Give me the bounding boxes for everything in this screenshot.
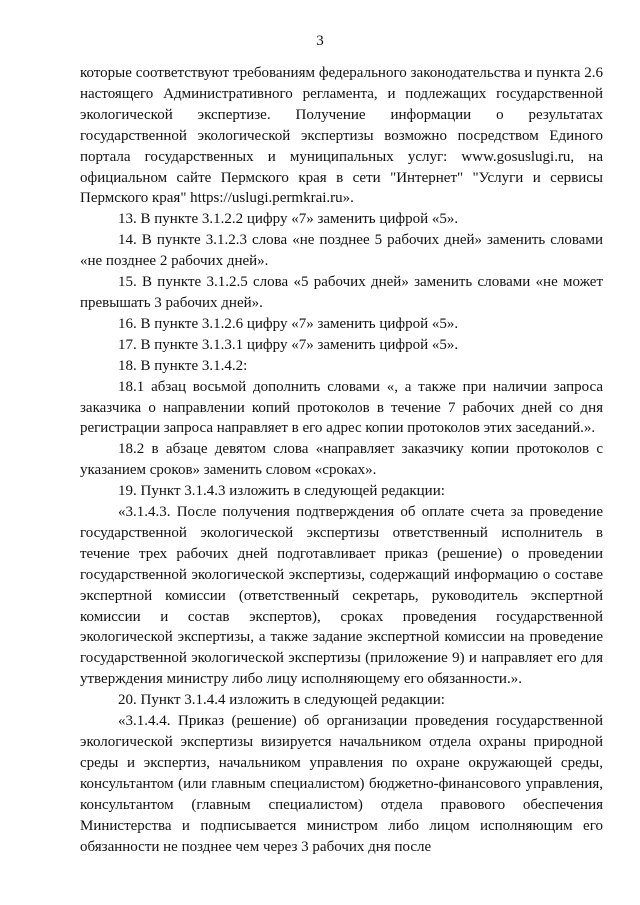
paragraph: 19. Пункт 3.1.4.3 изложить в следующей редакции: — [118, 483, 445, 500]
page-number: 3 — [316, 33, 324, 49]
paragraph: 13. В пункте 3.1.2.2 цифру «7» заменить цифрой «5». — [118, 211, 459, 228]
paragraph: 14. В пункте 3.1.2.3 слова «не позднее 5 рабочих дней» заменить словами «не позднее 2 рабочих дней». — [80, 232, 603, 270]
paragraph: которые соответствуют требованиям федерального законодательства и пункта 2.6 настоящего Административного регламента, и подлежащих государственной экологической экспертизе. Получение информации о результатах государственной экологической экспертизы возможно посредством Единого портала государственных и муниципальных услуг: www.gosuslugi.ru, на официальном сайте Пермского края в сети "Интернет" "Услуги и сервисы Пермского края" https://uslugi.permkrai.ru». — [80, 65, 603, 207]
paragraph: 17. В пункте 3.1.3.1 цифру «7» заменить цифрой «5». — [118, 336, 459, 353]
paragraph: 18.1 абзац восьмой дополнить словами «, а также при наличии запроса заказчика о направлении копий протоколов в течение 7 рабочих дней со дня регистрации запроса направляет в его адрес копии протоколов этих заседаний.». — [80, 378, 603, 437]
document-body — [80, 63, 603, 857]
paragraph: 20. Пункт 3.1.4.4 изложить в следующей редакции: — [118, 692, 445, 709]
paragraph: 18.2 в абзаце девятом слова «направляет заказчику копии протоколов с указанием сроков» заменить словом «сроках». — [80, 441, 603, 479]
paragraph: «3.1.4.4. Приказ (решение) об организации проведения государственной экологической экспертизы визируется начальником отдела охраны природной среды и экспертиз, начальником управления по охране окружающей среды, консультантом (или главным специалистом) бюджетно-финансового управления, консультантом (главным специалистом) отдела правового обеспечения Министерства и подписывается министром либо лицом исполняющим его обязанности не позднее чем через 3 рабочих дня после — [80, 713, 603, 855]
paragraph: «3.1.4.3. После получения подтверждения об оплате счета за проведение государственной экологической экспертизы ответственный исполнитель в течение трех рабочих дней подготавливает приказ (решение) о проведении государственной экологической экспертизы, содержащий информацию о составе экспертной комиссии (ответственный секретарь, руководитель экспертной комиссии и состав экспертов), сроках проведения государственной экологической экспертизы, а также задание экспертной комиссии на проведение государственной экологической экспертизы (приложение 9) и направляет его для утверждения министру либо лицу исполняющему его обязанности.». — [80, 504, 603, 688]
paragraph: 18. В пункте 3.1.4.2: — [118, 357, 248, 374]
paragraph: 15. В пункте 3.1.2.5 слова «5 рабочих дней» заменить словами «не может превышать 3 рабочих дней». — [80, 274, 603, 311]
paragraph: 16. В пункте 3.1.2.6 цифру «7» заменить цифрой «5». — [118, 315, 459, 332]
